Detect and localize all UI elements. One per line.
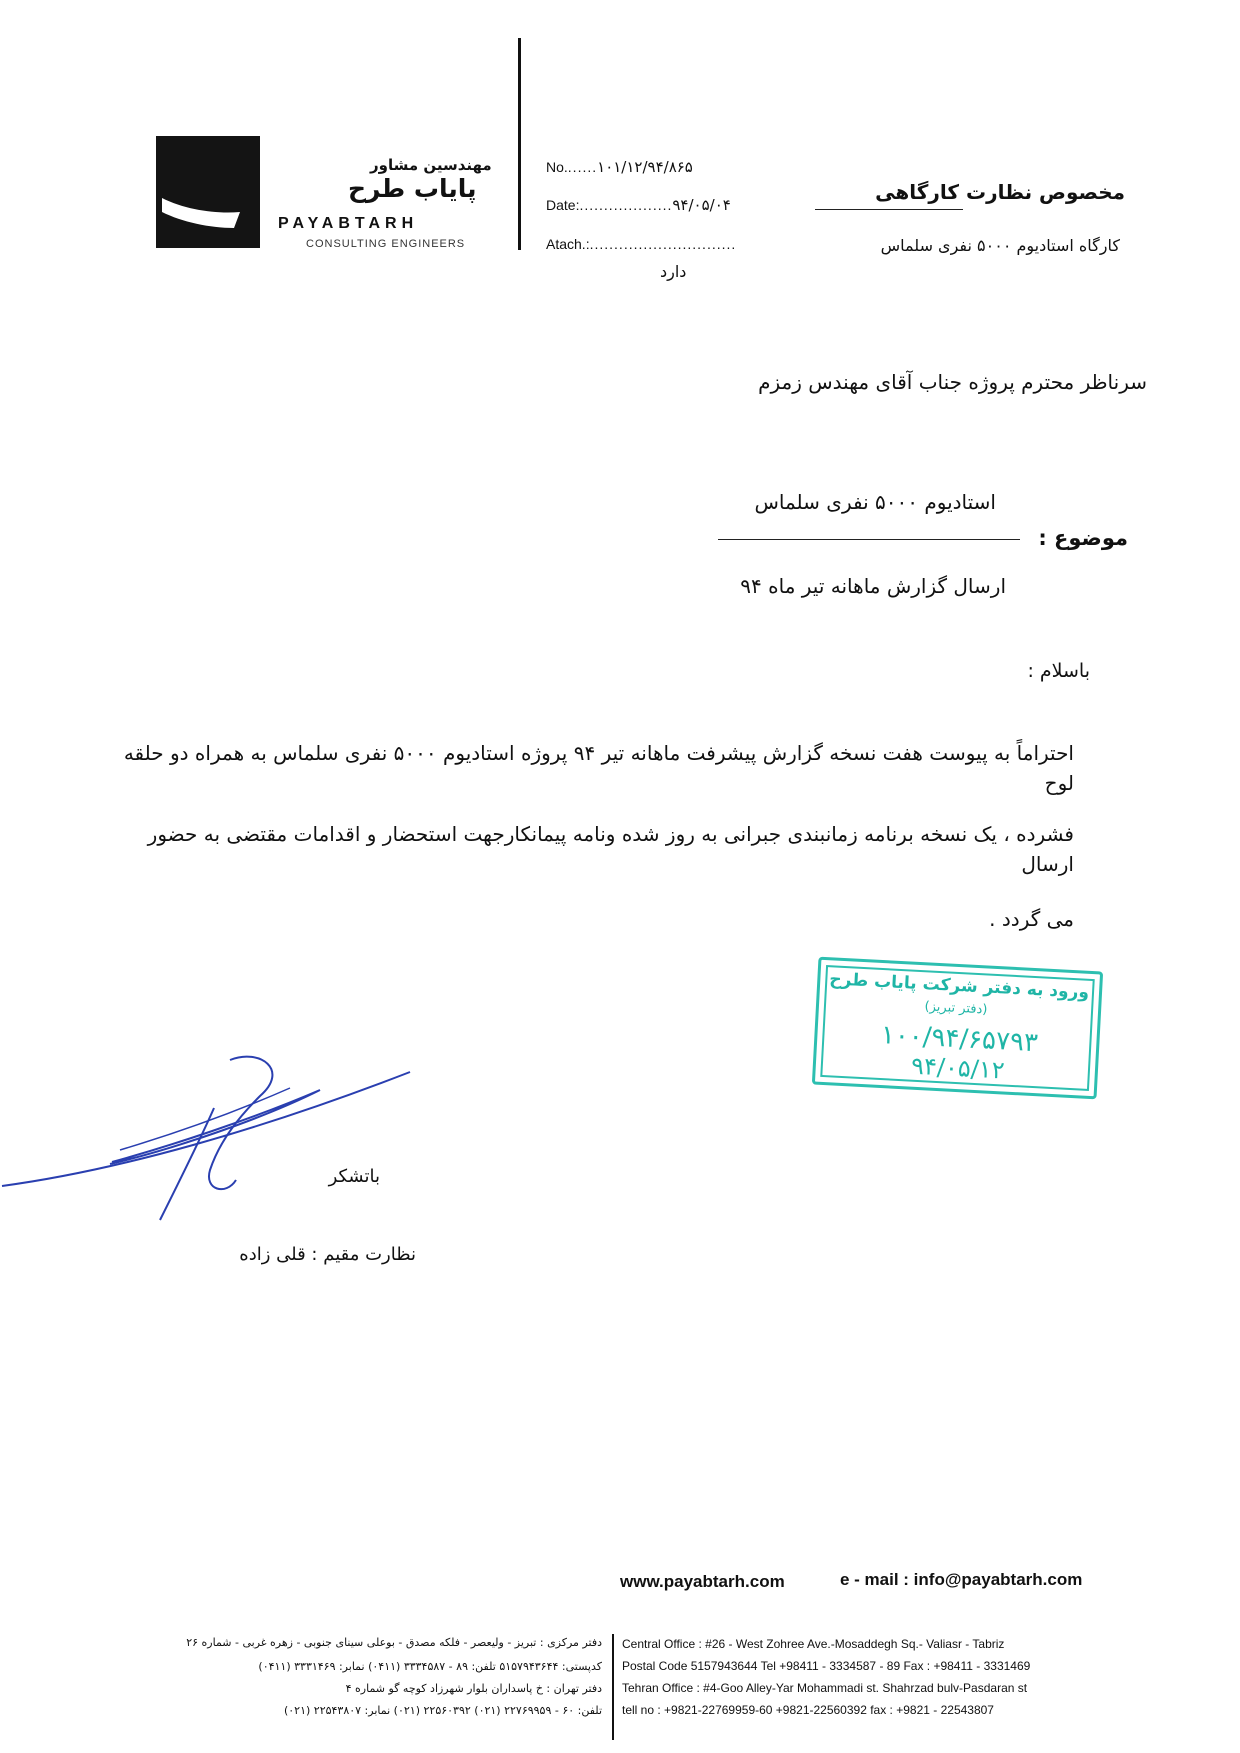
footer-en-line-4: tell no : +9821-22769959-60 +9821-22560392 fax : +9821 - 22543807: [622, 1703, 994, 1717]
footer-en-line-1: Central Office : #26 - West Zohree Ave.-Mosaddegh Sq.- Valiasr - Tabriz: [622, 1637, 1005, 1651]
stamp-subtitle: (دفتر تبریز): [924, 999, 988, 1018]
body-paragraph-3: می گردد .: [989, 907, 1074, 931]
greeting: باسلام :: [1027, 660, 1090, 682]
letter-date-value: ۹۴/۰۵/۰۴: [672, 196, 731, 214]
logo-mark: [156, 136, 260, 248]
footer-website: www.payabtarh.com: [620, 1572, 785, 1591]
brand-name-fa: پایاب طرح: [348, 174, 477, 203]
special-title-underline: [815, 209, 963, 210]
footer-fa-line-4: تلفن: ۶۰ - ۲۲۷۶۹۹۵۹ (۰۲۱) ۲۲۵۶۰۳۹۲ (۰۲۱) نمابر: ۲۲۵۴۳۸۰۷ (۰۲۱): [283, 1704, 602, 1717]
site-name: کارگاه استادیوم ۵۰۰۰ نفری سلماس: [880, 236, 1120, 255]
handwritten-signature: [0, 1050, 420, 1230]
subject-underline: [718, 539, 1020, 540]
closing-thanks: باتشکر: [328, 1166, 380, 1187]
footer-fa-line-1: دفتر مرکزی : تبریز - ولیعصر - فلکه مصدق - بوعلی سینای جنوبی - زهره غربی - شماره ۲۶: [186, 1636, 602, 1649]
letter-number: No.......۱۰۱/۱۲/۹۴/۸۶۵: [546, 158, 693, 176]
footer-divider: [612, 1634, 614, 1740]
letter-number-value: ۱۰۱/۱۲/۹۴/۸۶۵: [597, 158, 693, 176]
body-paragraph-2: فشرده ، یک نسخه برنامه زمانبندی جبرانی به روز شده ونامه پیمانکارجهت استحضار و اقدامات مقتضی به حضور ارسال: [147, 822, 1074, 876]
received-stamp: [812, 957, 1103, 1100]
footer-email: e - mail : info@payabtarh.com: [840, 1570, 1083, 1589]
stamp-number: ۱۰۰/۹۴/۶۵۷۹۳: [880, 1020, 1039, 1059]
header-divider: [518, 38, 521, 250]
subject-label: موضوع :: [1038, 526, 1128, 550]
letter-number-label: No.: [546, 159, 568, 175]
body-paragraph-1: احتراماً به پیوست هفت نسخه گزارش پیشرفت ماهانه تیر ۹۴ پروژه استادیوم ۵۰۰۰ نفری سلماس به همراه دو حلقه لوح: [123, 741, 1074, 795]
letter-date: Date:...................۹۴/۰۵/۰۴: [546, 196, 731, 214]
letter-attachment: Atach.:..............................: [546, 236, 737, 252]
brand-tagline-fa: مهندسین مشاور: [370, 156, 492, 174]
letter-attachment-value: دارد: [660, 262, 687, 281]
footer-en-line-2: Postal Code 5157943644 Tel +98411 - 3334587 - 89 Fax : +98411 - 3331469: [622, 1659, 1031, 1673]
brand-tagline-en: CONSULTING ENGINEERS: [306, 238, 466, 250]
footer-en-line-3: Tehran Office : #4-Goo Alley-Yar Mohammadi st. Shahrzad bulv-Pasdaran st: [622, 1681, 1028, 1695]
subject-value: استادیوم ۵۰۰۰ نفری سلماس: [754, 490, 996, 514]
subject-detail: ارسال گزارش ماهانه تیر ماه ۹۴: [740, 574, 1006, 598]
resident-supervisor: نظارت مقیم : قلی زاده: [239, 1244, 416, 1265]
recipient: سرناظر محترم پروژه جناب آقای مهندس زمزم: [758, 370, 1147, 394]
stamp-title: ورود به دفتر شرکت پایاب طرح: [828, 969, 1090, 1003]
logo-icon: [156, 136, 260, 248]
letter-date-label: Date:: [546, 197, 580, 213]
footer-fa-line-2: کدپستی: ۵۱۵۷۹۴۳۶۴۴ تلفن: ۸۹ - ۳۳۳۴۵۸۷ (۰۴۱۱) نمابر: ۳۳۳۱۴۶۹ (۰۴۱۱): [258, 1660, 602, 1673]
stamp-date: ۹۴/۰۵/۱۲: [910, 1051, 1006, 1085]
letter-attachment-label: Atach.:: [546, 236, 590, 252]
special-title: مخصوص نظارت کارگاهی: [875, 180, 1125, 204]
footer-fa-line-3: دفتر تهران : خ پاسداران بلوار شهرزاد کوچه گو شماره ۴: [345, 1682, 602, 1695]
brand-name-en: PAYABTARH: [278, 215, 419, 232]
